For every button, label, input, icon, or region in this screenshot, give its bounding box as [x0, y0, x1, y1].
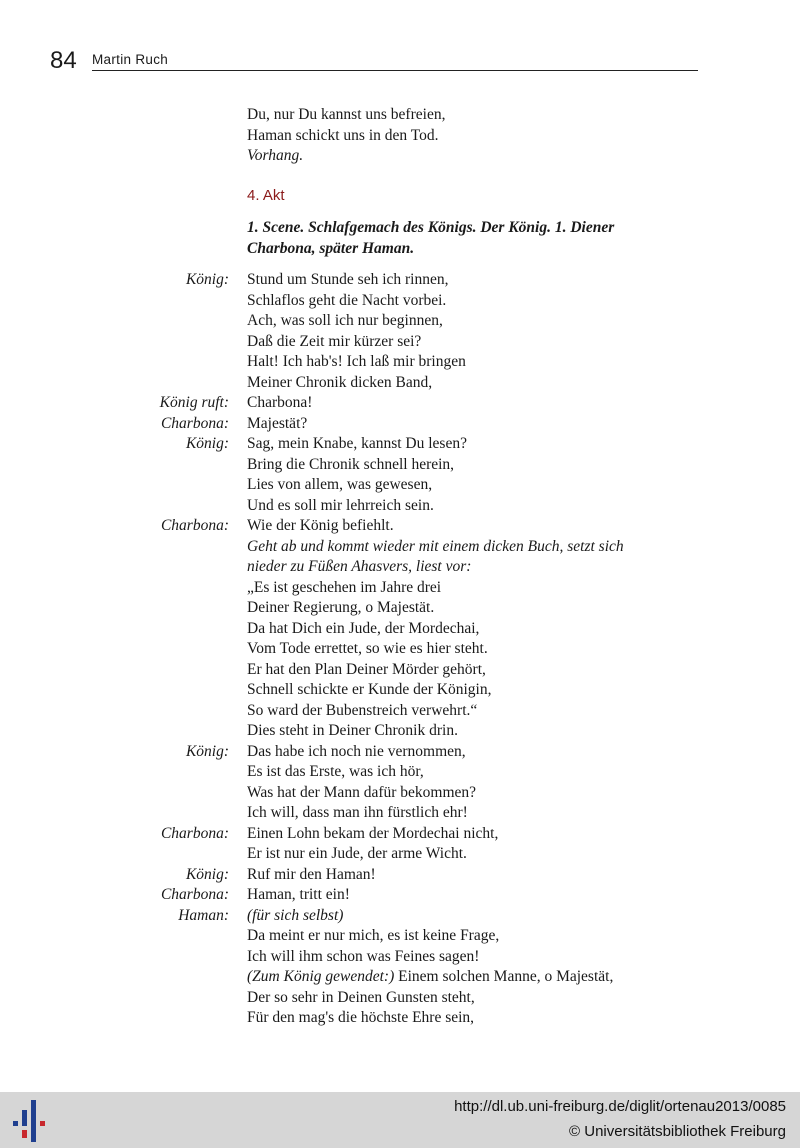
verse-line: [247, 967, 613, 988]
verse-line: [247, 803, 468, 824]
page-number: 84: [50, 47, 77, 74]
dialogue-row: [100, 332, 624, 353]
dialogue-row: [100, 660, 624, 681]
verse-line: [247, 557, 471, 578]
speaker-label: [100, 455, 229, 476]
verse-text: Schnell schickte er Kunde der Königin,: [247, 681, 492, 698]
speaker-label: [100, 701, 229, 722]
dialogue-row: [100, 455, 624, 476]
scene-heading-line: Charbona, später Haman.: [247, 239, 415, 257]
speaker-label: [100, 947, 229, 968]
stage-direction: (für sich selbst): [247, 906, 344, 924]
verse-line: [247, 824, 498, 845]
verse-text: So ward der Bubenstreich verwehrt.“: [247, 701, 478, 719]
dialogue-row: [100, 496, 624, 517]
verse-text: Und es soll mir lehrreich sein.: [247, 496, 434, 514]
verse-line: [247, 742, 466, 763]
dialogue-row: [100, 803, 624, 824]
verse-text: Ruf mir den Haman!: [247, 865, 376, 883]
verse-line: [247, 885, 350, 906]
verse-text: Deiner Regierung, o Majestät.: [247, 599, 435, 616]
intro-line: Du, nur Du kannst uns befreien,: [247, 106, 446, 123]
speaker-label: [100, 373, 229, 394]
dialogue-row: [100, 352, 624, 373]
verse-text: Das habe ich noch nie vernommen,: [247, 742, 466, 760]
dialogue-row: [100, 557, 624, 578]
verse-line: [247, 906, 343, 927]
verse-text: Halt! Ich hab's! Ich laß mir bringen: [247, 353, 466, 370]
stage-direction: Vorhang.: [247, 147, 304, 164]
speaker-label: [100, 537, 229, 558]
dialogue-row: [100, 475, 624, 496]
verse-text: Es ist das Erste, was ich hör,: [247, 763, 424, 780]
speaker-label: Charbona:: [160, 886, 229, 903]
verse-text: Ich will, dass man ihn fürstlich ehr!: [247, 804, 468, 821]
speaker-label: [100, 352, 229, 373]
dialogue-row: [100, 578, 624, 599]
verse-line: [247, 1008, 474, 1029]
dialogue-row: [100, 865, 624, 886]
dialogue-row: [100, 721, 624, 742]
verse-text: Für den mag's die höchste Ehre sein,: [247, 1009, 475, 1026]
dialogue-row: [100, 762, 624, 783]
footer-bar: [0, 1092, 800, 1148]
verse-text: Daß die Zeit mir kürzer sei?: [247, 332, 422, 350]
verse-line: [247, 619, 479, 640]
verse-line: [247, 947, 479, 968]
speaker-label: [100, 557, 229, 578]
verse-line: [247, 762, 424, 783]
verse-line: [247, 660, 486, 681]
dialogue-row: [100, 680, 624, 701]
verse-line: [247, 516, 394, 537]
verse-text: Was hat der Mann dafür bekommen?: [247, 783, 477, 801]
verse-line: [247, 393, 312, 414]
verse-text: Lies von allem, was gewesen,: [247, 476, 433, 493]
speaker-label: König ruft:: [159, 394, 229, 411]
scene-heading: [247, 218, 614, 259]
verse-line: [247, 680, 492, 701]
intro-line: Haman schickt uns in den Tod.: [247, 126, 439, 144]
verse-line: [247, 865, 376, 886]
speaker-label: [100, 311, 229, 332]
copyright-notice: © Universitätsbibliothek Freiburg: [569, 1123, 786, 1140]
speaker-label: [100, 721, 229, 742]
verse-text: Meiner Chronik dicken Band,: [247, 373, 433, 391]
dialogue-row: [100, 311, 624, 332]
dialogue-row: [100, 537, 624, 558]
speaker-label: [100, 496, 229, 517]
speaker-label: [100, 967, 229, 988]
verse-line: [247, 926, 499, 947]
dialogue-row: [100, 393, 624, 414]
speaker-label: [100, 844, 229, 865]
speaker-label: König:: [185, 742, 229, 760]
speaker-label: Charbona:: [160, 517, 229, 534]
verse-line: [247, 783, 476, 804]
speaker-label: [100, 660, 229, 681]
verse-text: Dies steht in Deiner Chronik drin.: [247, 722, 458, 739]
verse-line: [247, 537, 624, 558]
running-author: Martin Ruch: [92, 52, 169, 67]
dialogue-row: [100, 619, 624, 640]
verse-line: [247, 578, 441, 599]
verse-line: [247, 598, 434, 619]
dialogue-row: [100, 414, 624, 435]
dialogue-row: [100, 824, 624, 845]
speaker-label: König:: [185, 435, 229, 452]
verse-text: „Es ist geschehen im Jahre drei: [247, 578, 442, 596]
verse-text: Da meint er nur mich, es ist keine Frage,: [247, 927, 500, 944]
verse-text: Der so sehr in Deinen Gunsten steht,: [247, 988, 475, 1006]
verse-line: [247, 352, 466, 373]
ub-freiburg-logo-icon: [10, 1100, 50, 1142]
intro-verses: [247, 105, 445, 167]
dialogue-row: [100, 783, 624, 804]
speaker-label: [100, 926, 229, 947]
dialogue-row: [100, 926, 624, 947]
verse-line: [247, 701, 477, 722]
verse-text: Stund um Stunde seh ich rinnen,: [247, 271, 449, 288]
verse-line: [247, 721, 458, 742]
verse-text: Ach, was soll ich nur beginnen,: [247, 312, 443, 329]
verse-text: Vom Tode errettet, so wie es hier steht.: [247, 640, 488, 657]
verse-text: Haman, tritt ein!: [247, 886, 350, 903]
verse-text: Majestät?: [247, 414, 308, 432]
verse-text: Bring die Chronik schnell herein,: [247, 455, 455, 473]
dialogue-row: [100, 967, 624, 988]
speaker-label: [100, 803, 229, 824]
stage-direction: nieder zu Füßen Ahasvers, liest vor:: [247, 558, 472, 575]
speaker-label: [100, 639, 229, 660]
dialogue-row: [100, 598, 624, 619]
verse-line: [247, 332, 421, 353]
dialogue-row: [100, 1008, 624, 1029]
stage-direction: (Zum König gewendet:): [247, 968, 395, 985]
verse-line: [247, 844, 467, 865]
verse-line: [247, 434, 467, 455]
dialogue-block: [100, 270, 624, 1029]
verse-text: Einem solchen Manne, o Majestät,: [394, 968, 614, 985]
speaker-label: [100, 988, 229, 1009]
verse-line: [247, 988, 475, 1009]
dialogue-row: [100, 701, 624, 722]
dialogue-row: [100, 906, 624, 927]
verse-line: [247, 414, 307, 435]
speaker-label: König:: [185, 271, 229, 288]
dialogue-row: [100, 270, 624, 291]
dialogue-row: [100, 742, 624, 763]
speaker-label: [100, 680, 229, 701]
speaker-label: [100, 619, 229, 640]
verse-text: Charbona!: [247, 394, 313, 411]
verse-text: Er hat den Plan Deiner Mörder gehört,: [247, 660, 486, 678]
stage-direction: Geht ab und kommt wieder mit einem dicken Buch, setzt sich: [247, 537, 624, 555]
speaker-label: [100, 1008, 229, 1029]
verse-line: [247, 270, 449, 291]
verse-line: [247, 455, 454, 476]
verse-text: Ich will ihm schon was Feines sagen!: [247, 947, 480, 965]
source-url[interactable]: http://dl.ub.uni-freiburg.de/diglit/ortenau2013/0085: [454, 1098, 786, 1115]
verse-text: Da hat Dich ein Jude, der Mordechai,: [247, 619, 480, 637]
speaker-label: [100, 475, 229, 496]
verse-line: [247, 475, 432, 496]
speaker-label: König:: [185, 865, 229, 883]
dialogue-row: [100, 988, 624, 1009]
dialogue-row: [100, 844, 624, 865]
dialogue-row: [100, 639, 624, 660]
dialogue-row: [100, 373, 624, 394]
speaker-label: [100, 291, 229, 312]
header-rule: [92, 70, 698, 71]
verse-text: Einen Lohn bekam der Mordechai nicht,: [247, 824, 499, 842]
verse-text: Schlaflos geht die Nacht vorbei.: [247, 291, 447, 309]
speaker-label: [100, 783, 229, 804]
verse-line: [247, 291, 446, 312]
speaker-label: [100, 578, 229, 599]
verse-line: [247, 373, 432, 394]
speaker-label: [100, 332, 229, 353]
verse-text: Er ist nur ein Jude, der arme Wicht.: [247, 845, 467, 862]
verse-line: [247, 311, 443, 332]
verse-line: [247, 639, 488, 660]
speaker-label: Haman:: [178, 906, 229, 924]
speaker-label: [100, 762, 229, 783]
dialogue-row: [100, 516, 624, 537]
scene-heading-line: 1. Scene. Schlafgemach des Königs. Der König. 1. Diener: [247, 219, 615, 236]
verse-text: Wie der König befiehlt.: [247, 517, 394, 534]
dialogue-row: [100, 885, 624, 906]
dialogue-row: [100, 291, 624, 312]
act-title: 4. Akt: [247, 187, 285, 204]
verse-text: Sag, mein Knabe, kannst Du lesen?: [247, 435, 467, 452]
verse-line: [247, 496, 434, 517]
dialogue-row: [100, 947, 624, 968]
speaker-label: [100, 598, 229, 619]
dialogue-row: [100, 434, 624, 455]
speaker-label: Charbona:: [160, 824, 229, 842]
speaker-label: Charbona:: [160, 414, 229, 432]
